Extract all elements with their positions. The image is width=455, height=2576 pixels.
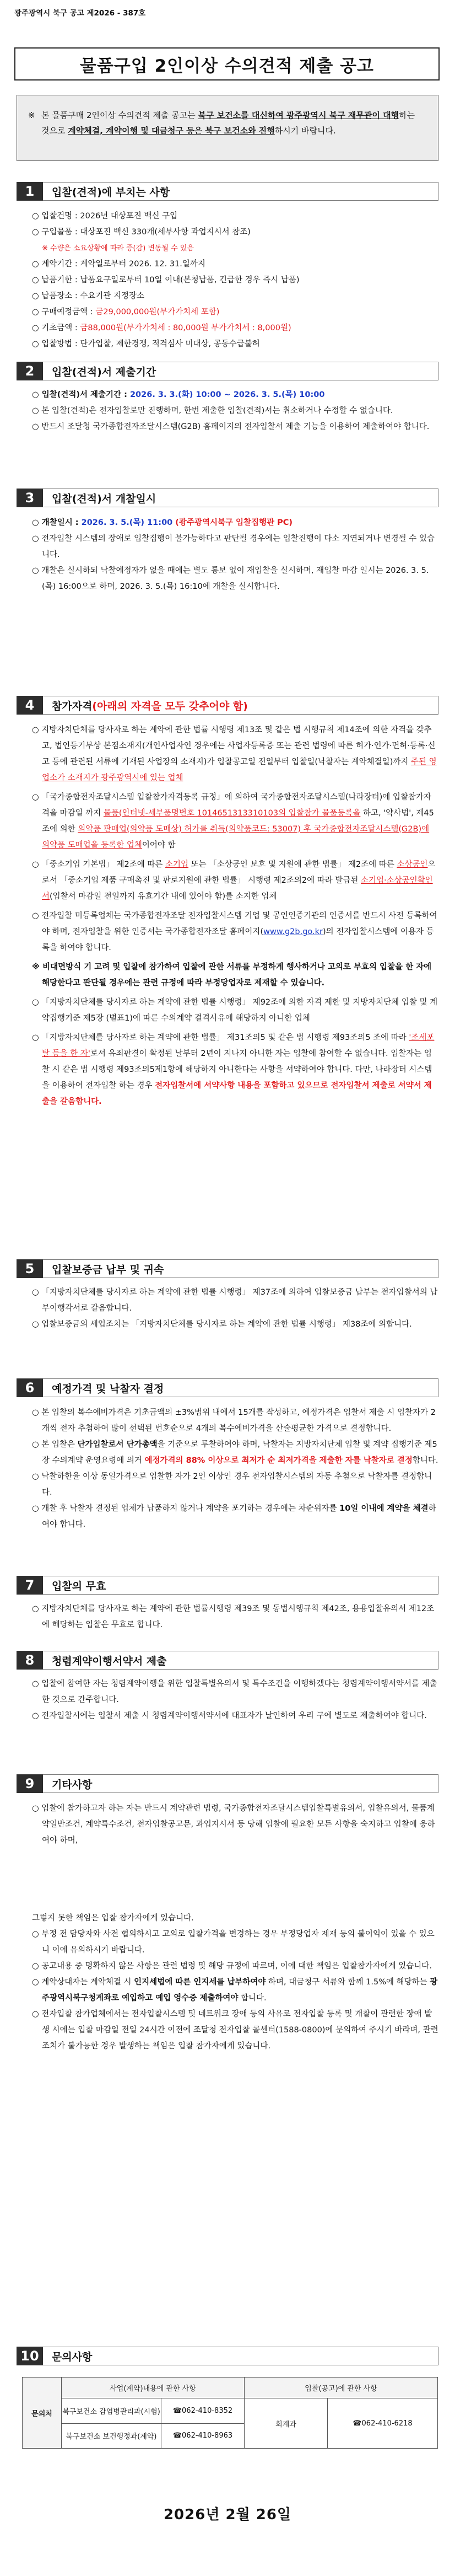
section-body-8: ○ 입찰에 참여한 자는 청렴계약이행을 위한 입찰특별유의서 및 특수조건을 이행하겠다는 청렴계약이행서약서를 제출한 것으로 간주합니다. ○ 전자입찰시에는 입찰서 제출 시 청렴계약이행서약서에 대표자가 날인하여 우리 구에 별도로 제출하여야 합니다. <box>32 1679 437 1720</box>
contact-dept-2: 북구보건소 보건행정과(계약) <box>62 2423 161 2449</box>
section-body-1: ○ 입찰건명 : 2026년 대상포진 백신 구입 ○ 구입물품 : 대상포진 백신 330개(세부사항 과업지시서 참조) ※ 수량은 소요상황에 따라 증(감) 변동될 수 있음 ○ 계약기간 : 계약일로부터 2026. 12. 31.일까지 ○ 납품기한 : 납품요구일로부터 10일 이내(본청납품, 긴급한 경우 즉시 납품) ○ 납품장소 : 수요기관 지정장소 ○ 구매예정금액 : 금29,000,000원(부가가치세 포함) ○ 기초금액 : 금88,000원(부가가치세 : 80,000원 부가가치세 : 8,000원) ○ 입찰방법 : 단가입찰, 제한경쟁, 적격심사 미대상, 공동수급불허 <box>32 212 300 348</box>
section-header-4: 4 참가자격(아래의 자격을 모두 갖추어야 함) <box>17 696 438 715</box>
page-title: 물품구입 2인이상 수의견적 제출 공고 <box>14 47 440 80</box>
section-header-2: 2 입찰(견적)서 제출기간 <box>17 362 438 380</box>
announcement-date: 2026년 2월 26일 <box>163 2507 292 2523</box>
section-header-7: 7 입찰의 무효 <box>17 1576 438 1595</box>
contact-dept-1: 북구보건소 감염병관리과(시험) <box>62 2398 161 2424</box>
contact-dept-right: 회계과 <box>245 2398 328 2449</box>
section-header-10: 10 문의사항 <box>17 2347 438 2365</box>
contact-label: 문의처 <box>23 2378 62 2449</box>
section-header-8: 8 청렴계약이행서약서 제출 <box>17 1651 438 1670</box>
contact-table <box>22 2377 438 2449</box>
section-header-1: 1 입찰(견적)에 부치는 사항 <box>17 182 438 201</box>
section-body-7: ○ 지방자치단체를 당사자로 하는 계약에 관한 법률시행령 제39조 및 동법시행규칙 제42조, 용용입찰유의서 제12조에 해당하는 입찰은 무효로 합니다. <box>32 1604 435 1629</box>
section-body-2: ○ 입찰(견적)서 제출기간 : 2026. 3. 3.(화) 10:00 ~ 2026. 3. 5.(목) 10:00 ○ 본 입찰(견적)은 전자입찰로만 진행하며, 한번 제출한 입찰(견적)서는 취소하거나 수정할 수 없습니다. ○ 반드시 조달청 국가종합전자조달시스템(G2B) 홈페이지의 전자입찰서 제출 기능을 이용하여 제출하여야 합니다. <box>32 390 430 431</box>
contact-head-left: 사업(계약)내용에 관한 사항 <box>62 2378 245 2398</box>
notice-box: ※ 본 물품구매 2인이상 수의견적 제출 공고는 북구 보건소를 대신하여 광주광역시 북구 재무관이 대행하는 것으로 계약체결, 계약이행 및 대금청구 등은 북구 보건소와 진행하시기 바랍니다. <box>17 95 438 161</box>
contact-phone-2: ☎062-410-8963 <box>161 2423 245 2449</box>
section-body-9: ○ 입찰에 참가하고자 하는 자는 반드시 계약관련 법령, 국가종합전자조달시스템입찰특별유의서, 입찰유의서, 물품계약일반조건, 계약특수조건, 전자입찰공고문, 과업지시서 등 당해 입찰에 필요한 모든 사항을 숙지하고 입찰에 응하여야 하며, 그렇지 못한 책임은 입찰 참가자에게 있습니다. ○ 부정 전 담당자와 사전 협의하시고 고의로 입찰가격을 변경하는 경우 부정당업자 제재 등의 불이익이 있을 수 있으니 이에 유의하시기 바랍니다. ○ 공고내용 중 명확하지 않은 사항은 관련 법령 및 해당 규정에 따르며, 이에 대한 책임은 입찰참가자에게 있습니다. ○ 계약상대자는 계약체결 시 인지세법에 따른 인지세를 납부하여야 하며, 대금청구 서류와 함께 1.5%에 해당하는 광주광역시북구청계좌로 예입하고 예입 영수증 제출하여야 합니다. ○ 전자입찰 참가업체에서는 전자입찰시스템 및 네트워크 장애 등의 사유로 전자입찰 등록 및 개찰이 관련한 장애 발생 시에는 입찰 마감일 전일 24시간 이전에 조달청 전자입찰 콜센터(1588-0800)에 문의하여 주시기 바라며, 관련 조치가 불가능한 경우 발생하는 책임은 입찰 참가자에게 있습니다. <box>32 1804 438 2051</box>
notice-marker: ※ <box>28 110 35 120</box>
section-body-6: ○ 본 입찰의 복수예비가격은 기초금액의 ±3%범위 내에서 15개를 작성하고, 예정가격은 입찰서 제출 시 입찰자가 2개씩 전자 추첨하여 많이 선택된 번호순으로 4개의 복수예비가격을 산술평균한 가격으로 결정합니다. ○ 본 입찰은 단가입찰로서 단가총액을 기준으로 투찰하여야 하며, 낙찰자는 지방자치단체 입찰 및 계약 집행기준 제5장 수의계약 운영요령에 의거 예정가격의 88% 이상으로 최저가 순 최저가격을 제출한 자를 낙찰자로 결정합니다. ○ 낙찰하한율 이상 동일가격으로 입찰한 자가 2인 이상인 경우 전자입찰시스템의 자동 추첨으로 낙찰자를 결정합니다. ○ 개찰 후 낙찰자 결정된 업체가 납품하지 않거나 계약을 포기하는 경우에는 차순위자를 10일 이내에 계약을 체결하여야 합니다. <box>32 1408 438 1529</box>
section-header-6: 6 예정가격 및 낙찰자 결정 <box>17 1378 438 1397</box>
section-body-4: ○ 지방자치단체를 당사자로 하는 계약에 관한 법률 시행령 제13조 및 같은 법 시행규칙 제14조에 의한 자격을 갖추고, 법인등기부상 본점소재지(개인사업자인 경우에는 사업자등록증 또는 관련 법령에 따른 허가·인가·면허·등록·신고 등에 관련된 서류에 기재된 사업장의 소재지)가 입찰공고일 전일부터 입찰일(낙찰자는 계약체결일)까지 주된 영업소가 소재지가 광주광역시에 있는 업체 ○ 「국가종합전자조달시스템 입찰참가자격등록 규정」에 의하여 국가종합전자조달시스템(나라장터)에 입찰참가자격을 마감일 까지 물품(인터넷-세부품명번호 1014651313310103의 입찰참가 물품등록을 하고, '약사법', 제45조에 의한 의약품 판매업(의약품 도매상) 허가를 취득(의약품코드: 53007) 후 국가종합전자조달시스템(G2B)에 의약품 도매업을 등록한 업체이어야 함 ○ 「중소기업 기본법」 제2조에 따른 소기업 또는 「소상공인 보호 및 지원에 관한 법률」 제2조에 따른 소상공인으로서 「중소기업 제품 구매촉진 및 판로지원에 관한 법률」 시행령 제2조의2에 따라 발급된 소기업·소상공인확인서(입찰서 마감일 전일까지 유효기간 내에 있어야 함)를 소지한 업체 ○ 전자입찰 미등록업체는 국가종합전자조달 전자입찰시스템 기업 및 공인인증기관의 인증서를 반드시 사전 등록하여야 하며, 전자입찰을 위한 인증서는 국가종합전자조달 홈페이지(www.g2b.go.kr)의 전자입찰시스템에 이용자 등록을 하여야 합니다. ※ 비대면방식 기 고려 및 입찰에 참가하여 입찰에 관한 서류를 부정하게 행사하거나 고의로 부효의 입찰을 한 자에 해당한다고 판단될 경우에는 관련 규정에 따라 부정당업자로 제재할 수 있습니다. ○ 「지방자치단체를 당사자로 하는 계약에 관한 법률 시행령」 제92조에 의한 자격 제한 및 지방자치단체 입찰 및 계약집행기준 제5장 (별표1)에 따른 수의계약 결격사유에 해당하지 아니한 업체 ○ 「지방자치단체를 당사자로 하는 계약에 관한 법률」 제31조의5 및 같은 법 시행령 제93조의5 조에 따라 '조세포탈 등을 한 자'로서 유죄판결이 확정된 날부터 2년이 지나지 아니한 자는 입찰에 참여할 수 없습니다. 입찰자는 입찰 시 같은 법 시행령 제93조의5제1항에 해당하지 아니한다는 사항을 서약하여야 합니다. 다만, 나라장터 시스템을 이용하여 전자입찰 하는 경우 전자입찰서에 서약사항 내용을 포함하고 있으므로 전자입찰서 제출로 서약서 제출을 갈음합니다. <box>32 726 438 1106</box>
contact-head-right: 입찰(공고)에 관한 사항 <box>245 2378 438 2398</box>
section-header-3: 3 입찰(견적)서 개찰일시 <box>17 489 438 507</box>
section-header-5: 5 입찰보증금 납부 및 귀속 <box>17 1259 438 1278</box>
contact-phone-1: ☎062-410-8352 <box>161 2398 245 2424</box>
announcement-number: 광주광역시 북구 공고 제2026 - 387호 <box>14 9 146 18</box>
contact-phone-right: ☎062-410-6218 <box>328 2398 438 2449</box>
section-body-5: ○ 「지방자치단체를 당사자로 하는 계약에 관한 법률 시행령」 제37조에 의하여 입찰보증금 납부는 전자입찰서의 납부이행각서로 갈음합니다. ○ 입찰보증금의 세입조치는 「지방자치단체를 당사자로 하는 계약에 관한 법률 시행령」 제38조에 의합니다. <box>32 1288 438 1329</box>
section-body-3: ○ 개찰일시 : 2026. 3. 5.(목) 11:00 (광주광역시북구 입찰집행관 PC) ○ 전자입찰 시스템의 장애로 입찰집행이 불가능하다고 판단될 경우에는 입찰진행이 다소 지연되거나 변경될 수 있습니다. ○ 개찰은 실시하되 낙찰예정자가 없을 때에는 별도 통보 없이 재입찰을 실시하며, 재입찰 마감 일시는 2026. 3. 5.(목) 16:00으로 하며, 2026. 3. 5.(목) 16:10에 개찰을 실시합니다. <box>32 518 435 591</box>
section-header-9: 9 기타사항 <box>17 1774 438 1793</box>
